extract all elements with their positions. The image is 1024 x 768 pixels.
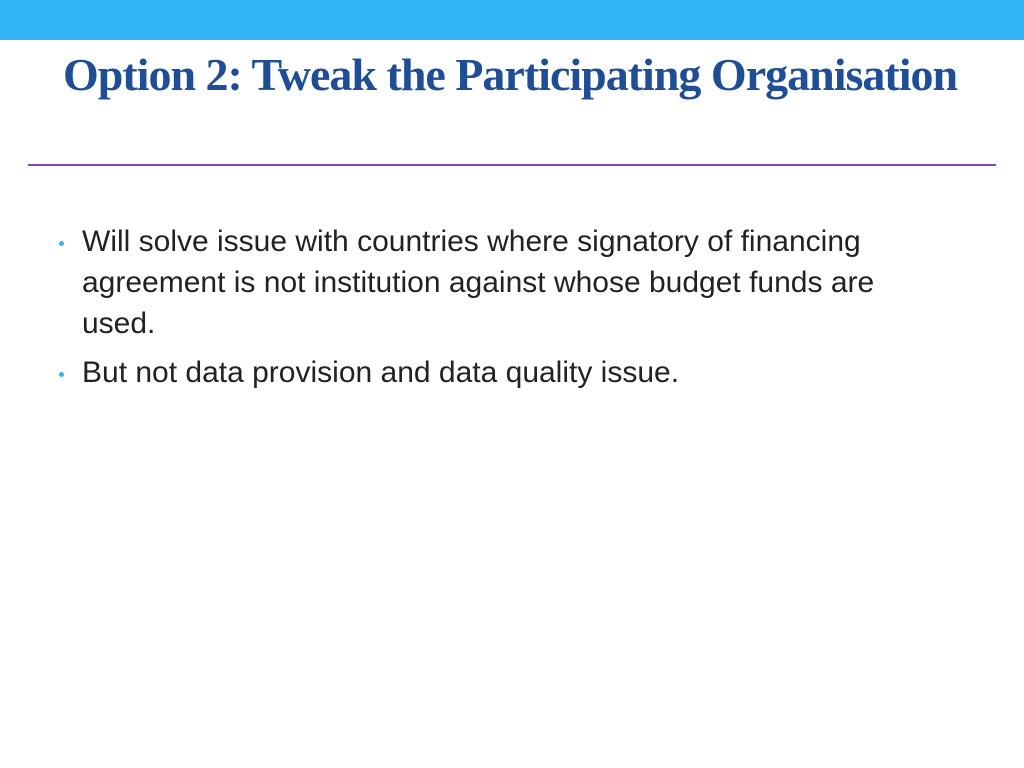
bullet-dot-icon [59, 372, 64, 377]
title-divider [28, 164, 996, 166]
top-accent-bar [0, 0, 1024, 40]
bullet-item [56, 352, 916, 393]
slide-title: Option 2: Tweak the Participating Organisation [63, 49, 958, 100]
bullet-dot-icon [59, 241, 64, 246]
bullet-text: Will solve issue with countries where signatory of financing agreement is not institution against whose budget funds are used. [82, 225, 875, 340]
bullet-list [56, 221, 916, 401]
bullet-text: But not data provision and data quality issue. [82, 356, 680, 389]
bullet-item [56, 221, 916, 344]
